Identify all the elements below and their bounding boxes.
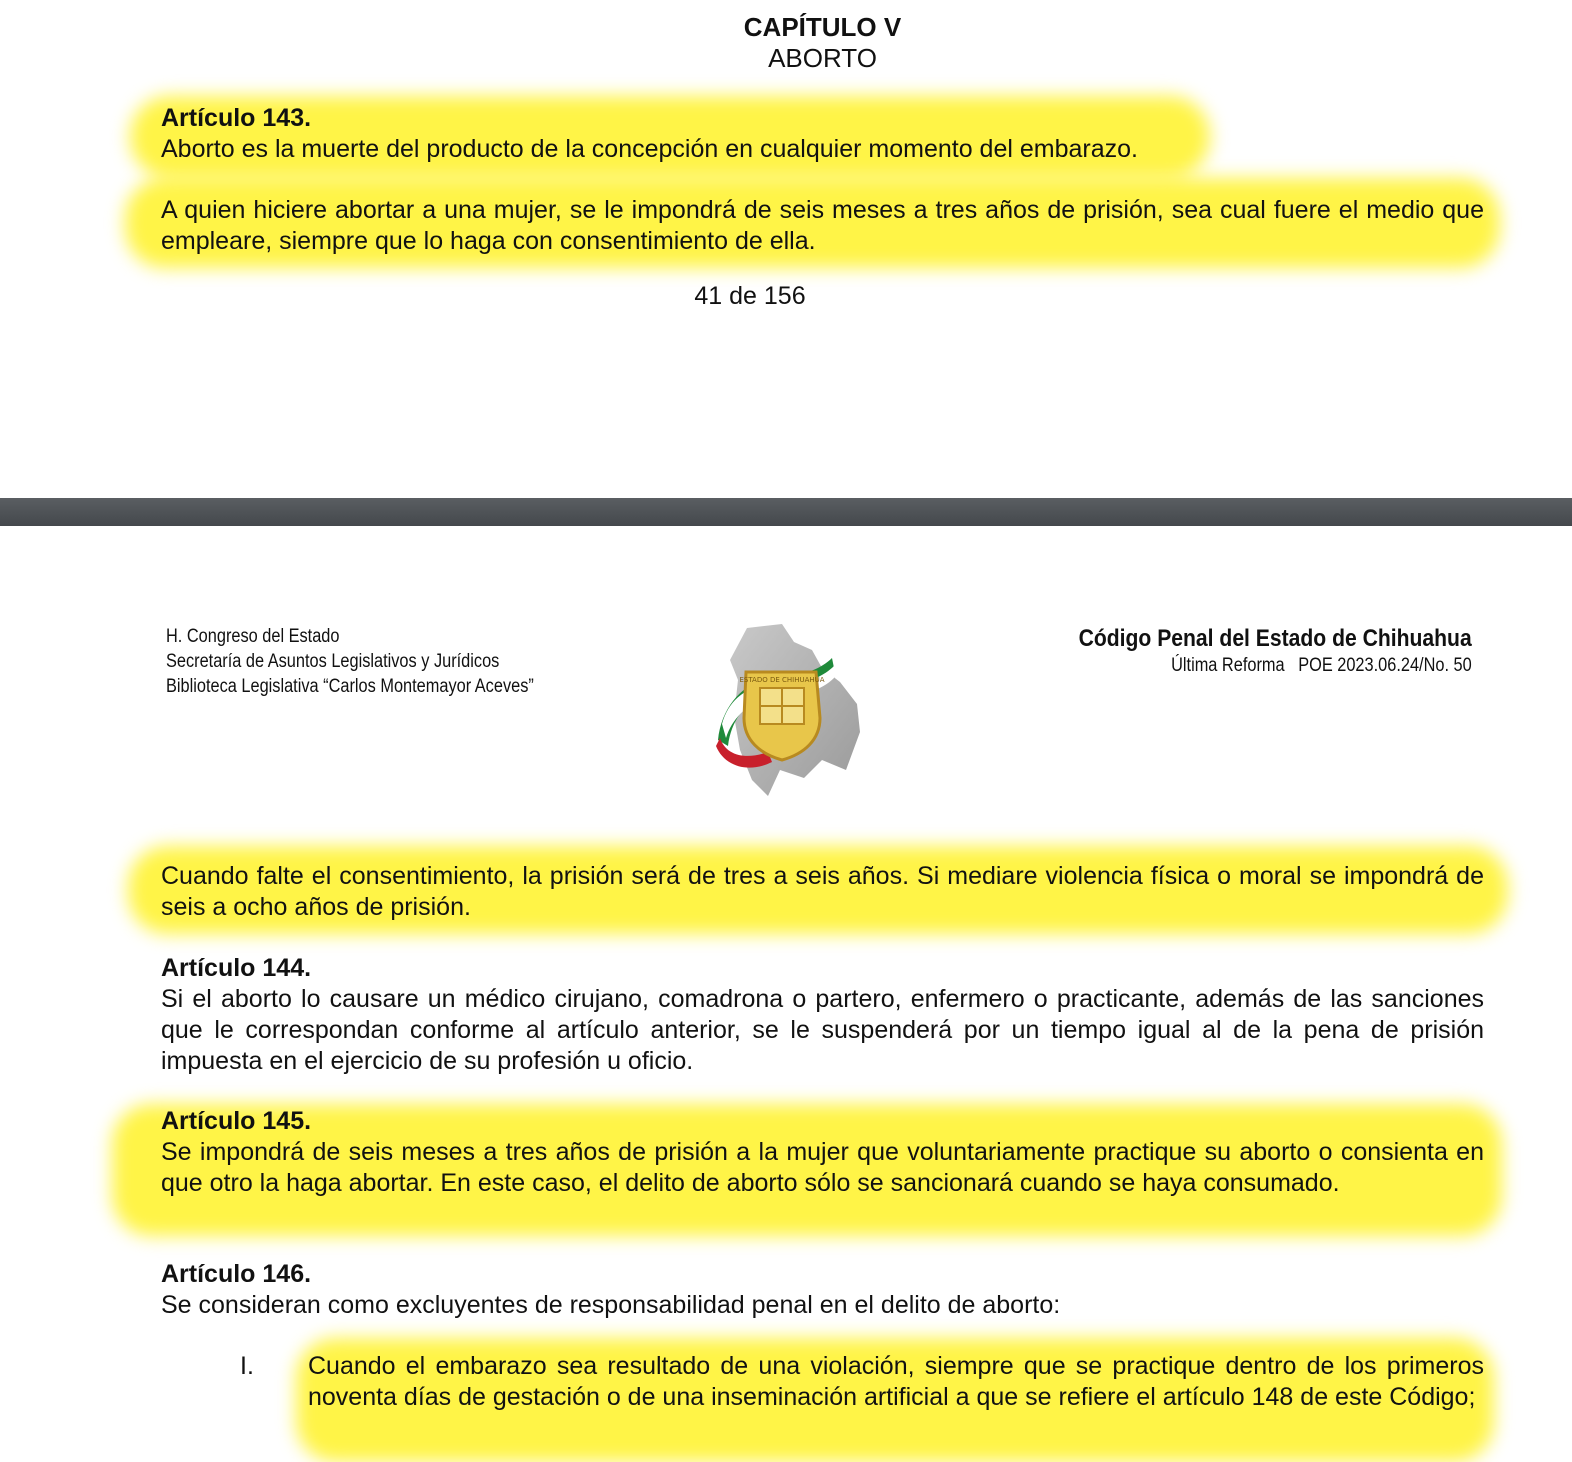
- header-secretariat: Secretaría de Asuntos Legislativos y Jurídicos: [166, 651, 500, 672]
- document-title: Código Penal del Estado de Chihuahua: [1078, 625, 1472, 652]
- article-143-paragraph-1: Aborto es la muerte del producto de la concepción en cualquier momento del embarazo.: [161, 135, 1138, 163]
- last-reform-line: Última Reforma POE 2023.06.24/No. 50: [1171, 655, 1472, 676]
- page-number: 41 de 156: [694, 282, 806, 310]
- header-institution-block: [166, 624, 534, 699]
- chapter-subtitle: ABORTO: [768, 43, 877, 73]
- svg-text:ESTADO DE CHIHUAHUA: ESTADO DE CHIHUAHUA: [739, 676, 825, 684]
- article-144-text: Si el aborto lo causare un médico cirujano, comadrona o partero, enfermero o practicante, además de las sanciones que le correspondan conforme al artículo anterior, se le suspenderá por un tiempo igual al de la pena de prisión impuesta en el ejercicio de su profesión u oficio.: [161, 985, 1484, 1075]
- chapter-title: CAPÍTULO V: [743, 12, 902, 42]
- article-143-paragraph-3: Cuando falte el consentimiento, la prisión será de tres a seis años. Si mediare violencia física o moral se impondrá de seis a ocho años de prisión.: [161, 862, 1484, 921]
- chihuahua-map-emblem-icon: [712, 620, 862, 800]
- article-143-heading: Artículo 143.: [161, 104, 312, 132]
- state-logo: [712, 620, 862, 800]
- header-document-block: [1025, 625, 1472, 679]
- list-item-text: Cuando el embarazo sea resultado de una violación, siempre que se practique dentro de los primeros noventa días de gestación o de una inseminación artificial a que se refiere el artículo 148 de este Código;: [308, 1352, 1484, 1411]
- article-145-text: Se impondrá de seis meses a tres años de prisión a la mujer que voluntariamente practique su aborto o consienta en que otro la haga abortar. En este caso, el delito de aborto sólo se sancionará cuando se haya consumado.: [161, 1138, 1484, 1197]
- pdf-page-41: [0, 0, 1572, 498]
- article-144-heading: Artículo 144.: [161, 954, 312, 982]
- page-separator: [0, 498, 1572, 526]
- article-146-heading: Artículo 146.: [161, 1260, 312, 1288]
- article-146-intro: Se consideran como excluyentes de responsabilidad penal en el delito de aborto:: [161, 1291, 1061, 1319]
- article-145-heading: Artículo 145.: [161, 1107, 312, 1135]
- list-item-number: I.: [240, 1352, 254, 1380]
- header-library: Biblioteca Legislativa “Carlos Montemayor Aceves”: [166, 676, 534, 697]
- header-congress: H. Congreso del Estado: [166, 626, 340, 647]
- article-143-paragraph-2: A quien hiciere abortar a una mujer, se le impondrá de seis meses a tres años de prisión, sea cual fuere el medio que empleare, siempre que lo haga con consentimiento de ella.: [161, 196, 1484, 255]
